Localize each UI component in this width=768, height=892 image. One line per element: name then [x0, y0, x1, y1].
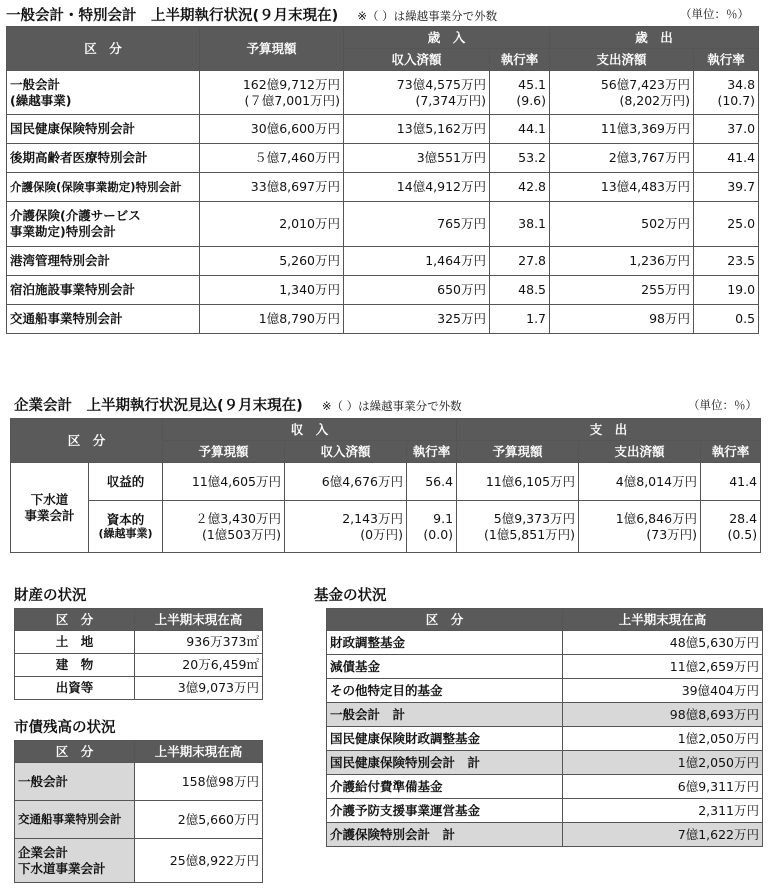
balance-value: 39億404万円: [563, 679, 763, 703]
balance-value: 1億2,050万円: [563, 727, 763, 751]
row-label: 介護給付費準備基金: [327, 775, 563, 799]
header-revenue-rate: 執行率: [407, 441, 457, 463]
row-label: 国民健康保険特別会計 計: [327, 751, 563, 775]
received-value: 2,143万円: [342, 510, 404, 526]
table-row: [7, 115, 759, 144]
table-row: [7, 247, 759, 276]
header-period-end-balance: 上半期末現在高: [135, 741, 263, 763]
unit-label: （単位：％）: [680, 7, 749, 21]
expenditure-rate: 28.4: [729, 510, 758, 526]
budget-carryover: (1億503万円): [201, 526, 282, 542]
table-row: [15, 763, 263, 801]
paid-value: 56億7,423万円: [600, 76, 691, 92]
header-kubun: 区 分: [15, 741, 135, 763]
general-special-accounts-title: [6, 4, 497, 25]
received-value: 14億4,912万円: [344, 173, 490, 202]
received-value: 73億4,575万円: [396, 76, 486, 92]
row-label: 出資等: [15, 677, 135, 700]
row-label: 港湾管理特別会計: [7, 247, 200, 276]
header-expenditure-budget: 予算現額: [457, 441, 579, 463]
header-expenditure-rate: 執行率: [694, 49, 759, 71]
row-label: 後期高齢者医療特別会計: [7, 144, 200, 173]
received-value: 325万円: [344, 305, 490, 334]
row-label-line2: 事業勘定)特別会計: [10, 224, 116, 239]
balance-value: 6億9,311万円: [563, 775, 763, 799]
received-value: 6億4,676万円: [285, 463, 407, 501]
property-table: [14, 608, 263, 700]
balance-value: 11億2,659万円: [563, 655, 763, 679]
revenue-rate-carryover: (9.6): [516, 92, 547, 108]
funds-table: [326, 608, 763, 847]
row-label: 介護保険(保険事業勘定)特別会計: [7, 173, 200, 202]
balance-value: 20万6,459㎡: [135, 654, 263, 677]
expenditure-rate: 37.0: [694, 115, 759, 144]
row-label: 一般会計 計: [327, 703, 563, 727]
enterprise-accounts-table: [10, 418, 761, 553]
row-label: 企業会計: [18, 844, 69, 860]
expenditure-rate: 41.4: [701, 463, 761, 501]
row-sublabel: (繰越事業): [10, 92, 72, 108]
debt-title: 市債残高の状況: [14, 720, 116, 736]
balance-value: 158億98万円: [135, 763, 263, 801]
row-label: 土 地: [15, 631, 135, 654]
paid-value: 13億4,483万円: [550, 173, 694, 202]
section-title-text: 一般会計・特別会計 上半期執行状況(９月末現在): [6, 8, 339, 24]
revenue-rate: 45.1: [518, 76, 547, 92]
row-label: 建 物: [15, 654, 135, 677]
revenue-rate: 27.8: [490, 247, 550, 276]
budget-value: 11億4,605万円: [163, 463, 285, 501]
expenditure-rate: 34.8: [727, 76, 756, 92]
header-period-end-balance: 上半期末現在高: [135, 609, 263, 631]
row-label: その他特定目的基金: [327, 679, 563, 703]
received-value: 3億551万円: [344, 144, 490, 173]
subtotal-row: [327, 751, 763, 775]
revenue-rate: 48.5: [490, 276, 550, 305]
carryover-note: ※（ ）は繰越事業分で外数: [357, 9, 498, 23]
balance-value: 7億1,622万円: [563, 823, 763, 847]
balance-value: 48億5,630万円: [563, 631, 763, 655]
debt-table: [14, 740, 263, 883]
row-sublabel: (繰越事業): [98, 527, 153, 541]
table-row: [7, 276, 759, 305]
balance-value: 3億9,073万円: [135, 677, 263, 700]
property-title: 財産の状況: [14, 588, 87, 604]
expenditure-rate: 39.7: [694, 173, 759, 202]
header-paid: 支出済額: [579, 441, 701, 463]
table-row: [15, 801, 263, 839]
table-row: [327, 679, 763, 703]
header-kubun: 区 分: [327, 609, 563, 631]
budget-value: 2,010万円: [200, 202, 344, 247]
revenue-rate: 44.1: [490, 115, 550, 144]
budget-value: 162億9,712万円: [242, 76, 340, 92]
budget-value: 1,340万円: [200, 276, 344, 305]
balance-value: 98億8,693万円: [563, 703, 763, 727]
table-row: [15, 839, 263, 883]
revenue-rate: 53.2: [490, 144, 550, 173]
paid-carryover: (8,202万円): [619, 92, 691, 108]
row-label: 交通船事業特別会計: [7, 305, 200, 334]
received-value: 1,464万円: [344, 247, 490, 276]
table-row: [15, 631, 263, 654]
paid-value: 1,236万円: [550, 247, 694, 276]
table-row: [7, 144, 759, 173]
row-label-line2: 下水道事業会計: [18, 860, 106, 876]
subtotal-row: [327, 823, 763, 847]
funds-title: 基金の状況: [314, 588, 387, 604]
table-row: [11, 463, 761, 501]
carryover-note: ※（ ）は繰越事業分で外数: [321, 399, 462, 413]
table-row: [327, 799, 763, 823]
expenditure-rate: 0.5: [694, 305, 759, 334]
row-label: 一般会計: [10, 76, 61, 92]
paid-carryover: (73万円): [646, 526, 698, 542]
header-budget: 予算現額: [163, 441, 285, 463]
revenue-rate: 1.7: [490, 305, 550, 334]
budget-value: 33億8,697万円: [200, 173, 344, 202]
balance-value: 936万373㎡: [135, 631, 263, 654]
header-received: 収入済額: [285, 441, 407, 463]
expenditure-rate: 23.5: [694, 247, 759, 276]
section-title-text: 企業会計 上半期執行状況見込(９月末現在): [14, 398, 303, 414]
header-kubun: 区 分: [11, 419, 163, 463]
balance-value: 1億2,050万円: [563, 751, 763, 775]
expenditure-rate: 25.0: [694, 202, 759, 247]
table-row: [7, 71, 759, 115]
expenditure-rate-carryover: (0.5): [727, 526, 758, 542]
header-kubun: 区 分: [15, 609, 135, 631]
received-carryover: (7,374万円): [415, 92, 486, 108]
budget-value: 5,260万円: [200, 247, 344, 276]
header-revenue: 収 入: [163, 419, 457, 441]
balance-value: 25億8,922万円: [135, 839, 263, 883]
paid-value: 502万円: [550, 202, 694, 247]
header-expenditure-rate: 執行率: [701, 441, 761, 463]
table-row: [327, 727, 763, 751]
table-row: [7, 305, 759, 334]
budget-value: 30億6,600万円: [200, 115, 344, 144]
row-label: 財政調整基金: [327, 631, 563, 655]
paid-value: 255万円: [550, 276, 694, 305]
revenue-rate: 42.8: [490, 173, 550, 202]
row-label: 一般会計: [15, 763, 135, 801]
balance-value: 2,311万円: [563, 799, 763, 823]
header-revenue: 歳 入: [344, 27, 550, 49]
subtotal-row: [327, 703, 763, 727]
budget-value: 1億8,790万円: [200, 305, 344, 334]
expenditure-rate: 41.4: [694, 144, 759, 173]
header-expenditure: 歳 出: [550, 27, 759, 49]
received-value: 650万円: [344, 276, 490, 305]
expenditure-budget-carryover: (1億5,851万円): [484, 526, 576, 542]
paid-value: 1億6,846万円: [615, 510, 698, 526]
table-row: [327, 655, 763, 679]
table-row: [7, 173, 759, 202]
enterprise-accounts-title: [14, 394, 462, 415]
row-label: 資本的: [106, 511, 145, 527]
table-row: [15, 677, 263, 700]
row-label: 交通船事業特別会計: [15, 801, 135, 839]
table-row: [15, 654, 263, 677]
row-label: 介護予防支援事業運営基金: [327, 799, 563, 823]
header-paid: 支出済額: [550, 49, 694, 71]
header-expenditure: 支 出: [457, 419, 761, 441]
received-value: 13億5,162万円: [344, 115, 490, 144]
balance-value: 2億5,660万円: [135, 801, 263, 839]
paid-value: 98万円: [550, 305, 694, 334]
paid-value: 11億3,369万円: [550, 115, 694, 144]
row-label: 国民健康保険財政調整基金: [327, 727, 563, 751]
revenue-rate: 9.1: [433, 510, 454, 526]
revenue-rate: 56.4: [407, 463, 457, 501]
table-row: [327, 775, 763, 799]
header-budget: 予算現額: [200, 27, 344, 71]
row-label: 介護保険(介護サービス: [10, 208, 141, 224]
table-row: [7, 202, 759, 247]
budget-value: ２億3,430万円: [195, 510, 282, 526]
row-label: 減債基金: [327, 655, 563, 679]
unit-label: （単位：％）: [688, 398, 757, 412]
row-label: 介護保険特別会計 計: [327, 823, 563, 847]
budget-value: ５億7,460万円: [200, 144, 344, 173]
received-value: 765万円: [344, 202, 490, 247]
received-carryover: (0万円): [360, 526, 404, 542]
revenue-rate: 38.1: [490, 202, 550, 247]
header-revenue-rate: 執行率: [490, 49, 550, 71]
sewer-group-label: 下水道 事業会計: [11, 463, 89, 553]
general-special-accounts-table: [6, 26, 759, 334]
expenditure-budget-value: 11億6,105万円: [457, 463, 579, 501]
budget-carryover: (７億7,001万円): [244, 92, 340, 108]
table-row: [11, 501, 761, 553]
paid-value: 4億8,014万円: [579, 463, 701, 501]
expenditure-rate-carryover: (10.7): [717, 92, 756, 108]
header-received: 収入済額: [344, 49, 490, 71]
paid-value: 2億3,767万円: [550, 144, 694, 173]
expenditure-budget-value: 5億9,373万円: [493, 510, 576, 526]
header-period-end-balance: 上半期末現在高: [563, 609, 763, 631]
row-label: 国民健康保険特別会計: [7, 115, 200, 144]
row-label: 宿泊施設事業特別会計: [7, 276, 200, 305]
header-kubun: 区 分: [7, 27, 200, 71]
expenditure-rate: 19.0: [694, 276, 759, 305]
table-row: [327, 631, 763, 655]
revenue-rate-carryover: (0.0): [423, 526, 454, 542]
row-label: 収益的: [89, 463, 163, 501]
